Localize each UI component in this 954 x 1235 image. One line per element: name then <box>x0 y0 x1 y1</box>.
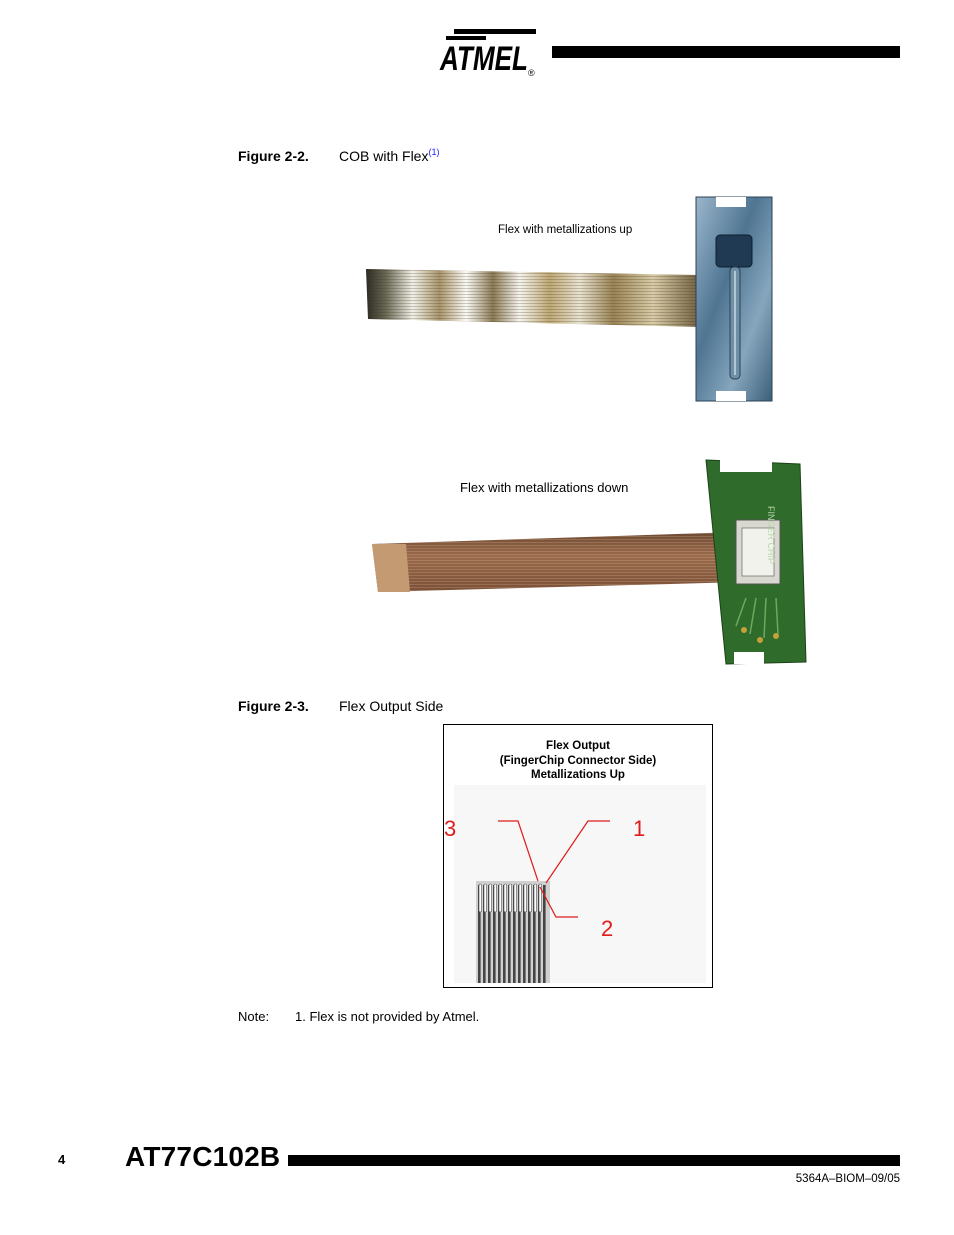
page-number: 4 <box>58 1152 66 1167</box>
atmel-logo <box>436 26 540 78</box>
flex-output-title <box>444 739 712 783</box>
header-rule <box>552 46 900 58</box>
pcb-silkscreen: FINGER CHIP <box>766 506 776 565</box>
title-line: Metallizations Up <box>531 769 625 781</box>
flex-output-photo <box>454 785 706 983</box>
note-label: Note: <box>238 1009 270 1024</box>
note <box>238 1009 479 1024</box>
document-title: AT77C102B <box>125 1141 281 1172</box>
footer-rule <box>288 1155 900 1166</box>
note-item: 1. Flex is not provided by Atmel. <box>295 1009 480 1024</box>
photo-label-up: Flex with metallizations up <box>498 224 633 236</box>
title-line: (FingerChip Connector Side) <box>499 754 657 767</box>
figure-label: Figure 2-3. <box>238 698 309 714</box>
figure-title: Flex Output Side <box>339 698 444 714</box>
figure-2-2-caption <box>238 148 439 164</box>
flex-output-figure <box>443 724 713 988</box>
logo-wordmark: ATMEL <box>439 40 528 78</box>
photo-label-down: Flex with metallizations down <box>460 480 629 495</box>
callout-3: 3 <box>444 816 457 841</box>
document-code: 5364A–BIOM–09/05 <box>795 1173 900 1185</box>
figure-2-3-caption <box>238 698 443 714</box>
callout-2: 2 <box>601 916 614 941</box>
figure-title: COB with Flex <box>339 148 429 164</box>
title-line: Flex Output <box>546 740 610 752</box>
footnote-link[interactable]: (1) <box>428 147 440 157</box>
registered-mark: ® <box>528 68 535 78</box>
callout-1: 1 <box>633 816 646 841</box>
figure-label: Figure 2-2. <box>238 148 309 164</box>
